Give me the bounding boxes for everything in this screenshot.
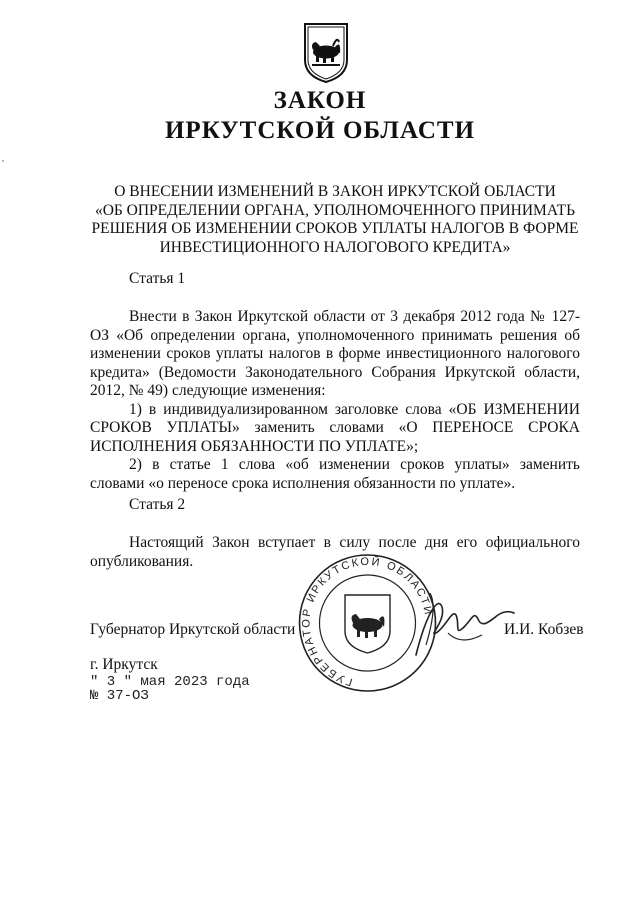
subtitle-line: РЕШЕНИЯ ОБ ИЗМЕНЕНИИ СРОКОВ УПЛАТЫ НАЛОГОВ В ФОРМЕ <box>91 220 579 237</box>
city: г. Иркутск <box>90 656 158 673</box>
seal-text: ГУБЕРНАТОР ИРКУТСКОЙ ОБЛАСТИ <box>300 555 435 688</box>
coat-of-arms-icon <box>303 22 349 84</box>
region-title: ИРКУТСКОЙ ОБЛАСТИ <box>164 117 476 144</box>
article-1-heading: Статья 1 <box>129 270 186 287</box>
scan-mark <box>2 160 4 162</box>
article-1-body <box>90 308 580 493</box>
governor-name: И.И. Кобзев <box>504 621 584 638</box>
document-type-title: ЗАКОН <box>273 87 367 114</box>
article-2-text: Настоящий Закон вступает в силу после дня его официального опубликования. <box>90 534 580 570</box>
law-number: № 37-ОЗ <box>90 688 149 704</box>
article-1-intro: Внести в Закон Иркутской области от 3 декабря 2012 года № 127-ОЗ «Об определении органа, уполномоченного принимать решения об изменении сроков уплаты налогов в форме инвестиционного налогового кредита» (Ведомости Законодательного Собрания Иркутской области, 2012, № 49) следующие изменения: <box>90 308 580 399</box>
article-1-item-2: 2) в статье 1 слова «об изменении сроков уплаты» заменить словами «о переносе срока исполнения обязанности по уплате». <box>90 456 580 492</box>
law-subtitle <box>90 183 580 257</box>
subtitle-line: О ВНЕСЕНИИ ИЗМЕНЕНИЙ В ЗАКОН ИРКУТСКОЙ ОБЛАСТИ <box>114 183 556 200</box>
governor-position: Губернатор Иркутской области <box>90 621 296 638</box>
adoption-date: " 3 " мая 2023 года <box>90 674 250 690</box>
subtitle-line: «ОБ ОПРЕДЕЛЕНИИ ОРГАНА, УПОЛНОМОЧЕННОГО ПРИНИМАТЬ <box>94 201 576 219</box>
article-1-item-1: 1) в индивидуализированном заголовке слова «ОБ ИЗМЕНЕНИИ СРОКОВ УПЛАТЫ» заменить словами «О ПЕРЕНОСЕ СРОКА ИСПОЛНЕНИЯ ОБЯЗАННОСТИ ПО УПЛАТЕ»; <box>90 400 580 455</box>
subtitle-line: ИНВЕСТИЦИОННОГО НАЛОГОВОГО КРЕДИТА» <box>159 238 511 256</box>
handwritten-signature <box>408 585 518 667</box>
article-2-heading: Статья 2 <box>129 496 186 513</box>
